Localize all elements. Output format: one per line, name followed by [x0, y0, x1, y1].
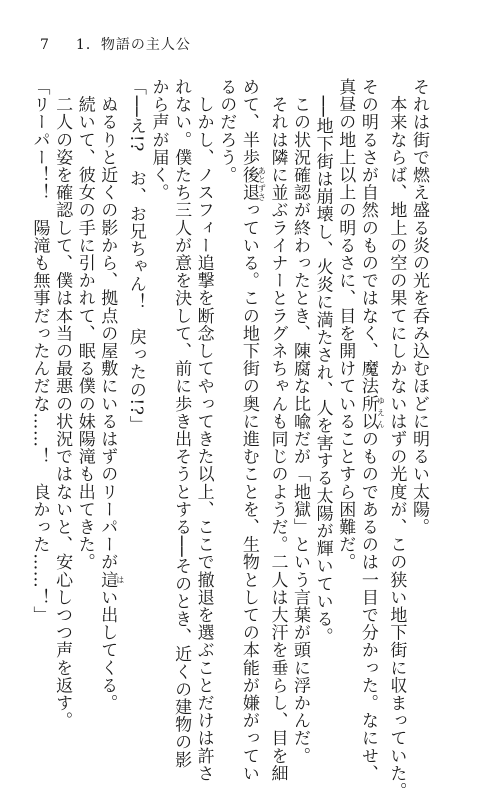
- text-line: その明るさが自然のものではなく、魔法所以ゆえんのものであるのは一目で分かった。なにせ、: [357, 78, 386, 783]
- text-line: 本来ならば、地上の空の果てにしかないはずの光度が、この狭い地下街に収まっていた。: [386, 78, 407, 800]
- chapter-title: 1．物語の主人公: [75, 37, 191, 53]
- furigana: 後退あとずさ: [238, 166, 267, 202]
- furigana-reading: あとずさ: [257, 166, 267, 202]
- text-line: しかし、ノスフィー追撃を断念してやってきた以上、ここで撤退を選ぶことだけは許さ: [193, 78, 214, 782]
- text-line: から声が届く。: [148, 78, 169, 202]
- text-line: 真昼の地上以上の明るさに、目を開けていることすら困難だ。: [335, 78, 356, 571]
- furigana-reading: は: [115, 570, 125, 589]
- running-header: [40, 34, 191, 54]
- text-line: それは街で燃え盛る炎の光を呑み込むほどに明るい太陽。: [409, 78, 429, 536]
- text-line: 「リーパー！！ 陽滝も無事だったんだな……！ 良かった……！」: [29, 78, 50, 624]
- furigana: 這は: [97, 570, 125, 589]
- vertical-body-text: [29, 78, 430, 800]
- text-line: ぬるりと近くの影から、拠点の屋敷にいるはずのリーパーが這はい出してくる。: [97, 78, 125, 712]
- text-line: この状況確認が終わったとき、陳腐な比喩だが「地獄」という言葉が頭に浮かんだ。: [290, 78, 311, 765]
- text-line: ──地下街は崩壊し、火炎に満たされ、人を害する太陽が輝いている。: [312, 78, 333, 646]
- text-line: めて、半歩後退あとずさっている。この地下街の奥に進むことを、生物としての本能が嫌がってい: [238, 78, 267, 783]
- text-line: 「──え!? お、お兄ちゃん！ 戻ったの!?」: [125, 78, 146, 434]
- text-line: れない。僕たち三人が意を決して、前に歩き出そうとする──そのとき、近くの建物の影: [171, 78, 192, 769]
- text-line: るのだろう。: [216, 78, 237, 184]
- text-line: 二人の姿を確認して、僕は本当の最悪の状況ではないと、安心しつつ声を返す。: [52, 78, 73, 730]
- text-line: それは隣に並ぶライナーとラグネちゃんも同じのようだ。二人は大汗を垂らし、目を細: [267, 78, 288, 782]
- text-line: 続いて、彼女の手に引かれて、眠る僕の妹陽滝も出てきた。: [74, 78, 95, 571]
- page-number: 7: [40, 37, 50, 53]
- furigana: 所以ゆえん: [357, 394, 386, 431]
- furigana-reading: ゆえん: [376, 394, 386, 430]
